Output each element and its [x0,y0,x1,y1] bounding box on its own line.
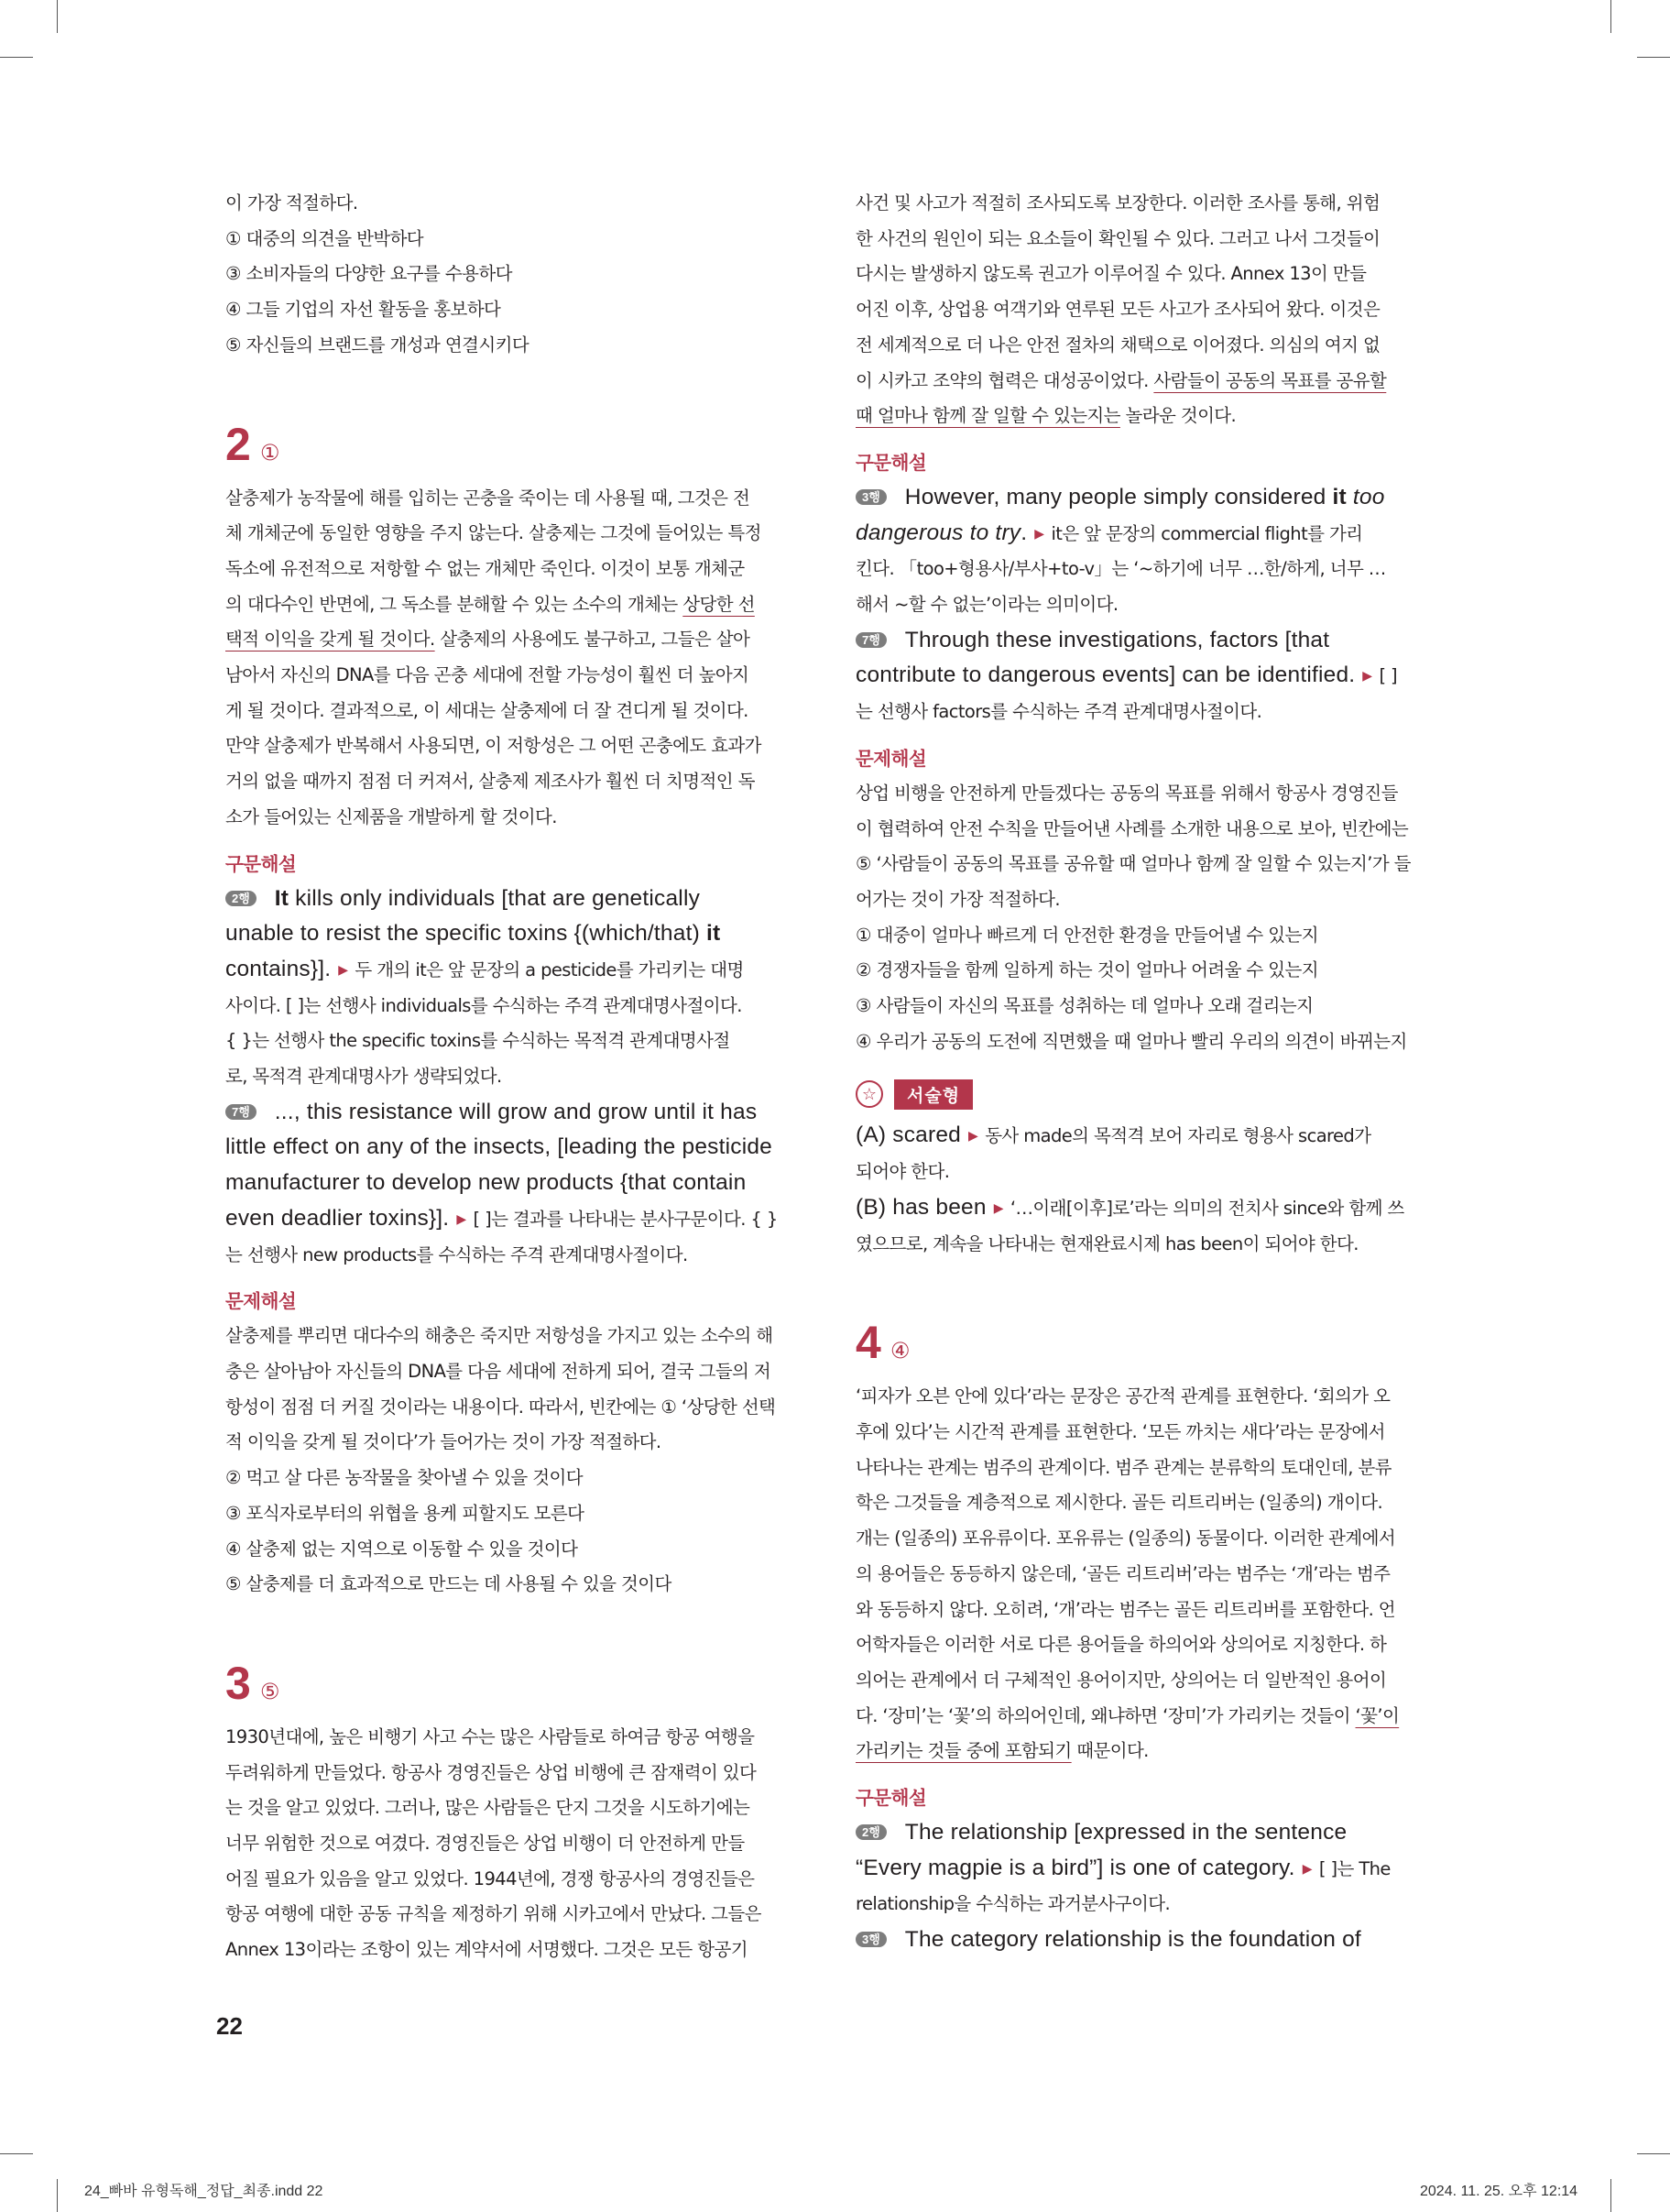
arrow-icon: ▶ [1034,526,1044,542]
text-line: 한 사건의 원인이 되는 요소들이 확인될 수 있다. 그러고 나서 그것들이 [856,227,1381,249]
crop-mark [57,0,58,33]
underlined-answer: 사람들이 공동의 목표를 공유할 [1153,369,1387,391]
syntax-note [225,1095,797,1274]
text-line [856,399,1427,434]
text-span: It [274,885,289,911]
text-line: 나타나는 관계는 범주의 관계이다. 범주 관계는 분류학의 토대인데, 분류 [856,1456,1392,1478]
text-line: 와 동등하지 않다. 오히려, ‘개’라는 범주는 골든 리트리버를 포함한다. 언 [856,1598,1396,1620]
question-2-translation [225,481,797,836]
text-span: [ ]는 The [1318,1857,1391,1879]
text-span: 이 시카고 조약의 협력은 대성공이었다. [856,369,1154,391]
text-line [856,1851,1427,1888]
crop-mark [0,2153,33,2154]
text-line: 는 선행사 factors를 수식하는 주격 관계대명사절이다. [856,701,1262,723]
text-line [856,1699,1427,1735]
text-span: kills only individuals [that are genetically [289,885,701,911]
text-span: 동사 made의 목적격 보어 자리로 형용사 scared가 [985,1125,1371,1147]
text-line: 킨다. 「too+형용사/부사+to-v」는 ‘~하기에 너무 …한/하게, 너무 … [856,558,1386,580]
text-line: 두려워하게 만들었다. 항공사 경영진들은 상업 비행에 큰 잠재력이 있다 [225,1761,757,1783]
text-span: ‘…이래[이후]로’라는 의미의 전치사 since와 함께 쓰 [1010,1197,1404,1219]
text-span: it [705,921,721,947]
text-line: 만약 살충제가 반복해서 사용되면, 이 저항성은 그 어떤 곤충에도 효과가 [225,735,761,757]
text-line: 는 선행사 new products를 수식하는 주격 관계대명사절이다. [225,1243,688,1265]
underlined-answer: 택적 이익을 갖게 될 것이다. [225,629,435,651]
text-line: 어가는 것이 가장 적절하다. [856,888,1061,910]
text-span: 다. ‘장미’는 ‘꽃’의 하의어인데, 왜냐하면 ‘장미’가 가리키는 것들이 [856,1704,1356,1726]
crop-mark [1637,57,1670,58]
answer-mark: ④ [890,1338,911,1364]
arrow-icon: ▶ [456,1211,466,1227]
answer-head: (B) has been [856,1194,987,1220]
choice-item: ② 먹고 살 다른 농작물을 찾아낼 수 있을 것이다 [225,1467,583,1489]
question-2-header [225,417,797,481]
text-line: 남아서 자신의 DNA를 다음 곤충 세대에 전할 가능성이 훨씬 더 높아지 [225,664,749,686]
question-number: 2 [225,418,251,470]
star-icon: ☆ [856,1080,883,1108]
left-column [225,186,797,1968]
syntax-note [225,882,797,1095]
right-column [856,186,1427,1958]
line-tag: 2행 [856,1824,887,1840]
text-line: 다시는 발생하지 않도록 권고가 이루어질 수 있다. Annex 13이 만들 [856,263,1367,285]
choice-item: ③ 소비자들의 다양한 요구를 수용하다 [225,263,512,285]
text-line [225,952,797,989]
text-line: 로, 목적격 관계대명사가 생략되었다. [225,1066,502,1088]
choice-item: ③ 포식자로부터의 위협을 용케 피할지도 모른다 [225,1502,584,1524]
line-tag: 7행 [225,1104,257,1120]
text-line: 항공 여행에 대한 공동 규칙을 제정하기 위해 시카고에서 만났다. 그들은 [225,1903,761,1925]
text-line [856,364,1427,400]
underlined-answer: 때 얼마나 함께 잘 일할 수 있는지는 [856,405,1120,427]
text-line: 의 용어들은 동등하지 않은데, ‘골든 리트리버’라는 범주는 ‘개’라는 범주 [856,1562,1391,1584]
text-line: 소가 들어있는 신제품을 개발하게 할 것이다. [225,805,557,827]
arrow-icon: ▶ [968,1129,978,1144]
text-span: “Every magpie is a bird”] is one of category. [856,1855,1295,1880]
arrow-icon: ▶ [993,1200,1003,1216]
text-line [225,1095,797,1131]
text-span: The relationship [expressed in the sentence [904,1820,1348,1845]
text-line: Annex 13이라는 조항이 있는 계약서에 서명했다. 그것은 모든 항공기 [225,1939,748,1961]
text-line: 사이다. [ ]는 선행사 individuals를 수식하는 주격 관계대명사절이다. [225,994,742,1016]
text-line: ⑤ ‘사람들이 공동의 목표를 공유할 때 얼마나 함께 잘 일할 수 있는지’가 들 [856,853,1411,875]
text-span: 놀라운 것이다. [1119,405,1237,427]
text-line: little effect on any of the insects, [leading the pesticide [225,1134,772,1160]
text-line [225,587,797,623]
choice-item: ④ 그들 기업의 자선 활동을 홍보하다 [225,299,501,321]
text-span: ..., this resistance will grow and grow until it has [274,1099,758,1124]
choice-item: ② 경쟁자들을 함께 일하게 하는 것이 얼마나 어려울 수 있는지 [856,959,1318,981]
text-span: 살충제의 사용에도 불구하고, 그들은 살아 [434,629,750,651]
choice-item: ④ 우리가 공동의 도전에 직면했을 때 얼마나 빨리 우리의 의견이 바뀌는지 [856,1030,1407,1052]
text-span: contribute to dangerous events] can be identified. [856,663,1356,688]
seosul-label: 서술형 [894,1079,973,1110]
choice-item: ⑤ 살충제를 더 효과적으로 만드는 데 사용될 수 있을 것이다 [225,1573,671,1595]
text-span: Through these investigations, factors [that [904,627,1330,652]
seosul-answers [856,1118,1427,1262]
text-span: 때문이다. [1071,1740,1149,1762]
page-number: 22 [216,2012,243,2040]
text-line: 개는 (일종의) 포유류이다. 포유류는 (일종의) 동물이다. 이러한 관계에서 [856,1528,1396,1549]
text-span: too [1346,484,1385,509]
text-line [856,480,1427,516]
line-tag: 2행 [225,891,257,906]
question-4-translation [856,1379,1427,1769]
text-span: [ ]는 결과를 나타내는 분사구문이다. { } [473,1208,778,1230]
text-line: 후에 있다’는 시간적 관계를 표현한다. ‘모든 까치는 새다’라는 문장에서 [856,1420,1385,1442]
underlined-answer: 상당한 선 [682,593,755,615]
footer-timestamp: 2024. 11. 25. 오후 12:14 [1420,2184,1578,2199]
gumun-label: 구문해설 [856,451,927,474]
problem-explanation [225,1319,797,1603]
text-line: 이 협력하여 안전 수칙을 만들어낸 사례를 소개한 내용으로 보아, 빈칸에는 [856,817,1409,839]
text-span: contains}]. [225,956,332,981]
text-span: even deadlier toxins}]. [225,1205,450,1231]
gumun-label: 구문해설 [856,1787,927,1810]
crop-mark [1610,0,1611,33]
text-line [856,623,1427,659]
text-line: { }는 선행사 the specific toxins를 수식하는 목적격 관계대명사절 [225,1030,730,1052]
text-line: 항성이 점점 더 커질 것이라는 내용이다. 따라서, 빈칸에는 ① ‘상당한 선택 [225,1396,776,1418]
syntax-note [856,623,1427,730]
text-line: 거의 없을 때까지 점점 더 커져서, 살충제 제조사가 훨씬 더 치명적인 독 [225,771,755,793]
text-line: 체 개체군에 동일한 영향을 주지 않는다. 살충제는 그것에 들어있는 특정 [225,522,761,544]
text-line [856,1118,1427,1155]
arrow-icon: ▶ [1302,1861,1312,1877]
text-line: 사건 및 사고가 적절히 조사되도록 보장한다. 이러한 조사를 통해, 위험 [856,192,1381,214]
text-line: 적 이익을 갖게 될 것이다’가 들어가는 것이 가장 적절하다. [225,1431,661,1453]
gumun-label: 구문해설 [225,852,297,875]
text-line [225,882,797,917]
text-span: 두 개의 it은 앞 문장의 a pesticide를 가리키는 대명 [355,958,744,980]
text-span: dangerous to try [856,520,1021,545]
crop-mark [1637,2153,1670,2154]
answer-mark: ① [259,439,280,465]
munje-label: 문제해설 [225,1290,297,1313]
text-line [225,916,797,952]
text-line: 게 될 것이다. 결과적으로, 이 세대는 살충제에 더 잘 견디게 될 것이다. [225,699,748,721]
text-line: 해서 ~할 수 없는’이라는 의미이다. [856,594,1119,616]
text-line [856,1734,1427,1769]
text-line: 상업 비행을 안전하게 만들겠다는 공동의 목표를 위해서 항공사 경영진들 [856,782,1398,804]
text-line: ‘피자가 오븐 안에 있다’라는 문장은 공간적 관계를 표현한다. ‘회의가 오 [856,1385,1391,1407]
choice-item: ③ 사람들이 자신의 목표를 성취하는 데 얼마나 오래 걸리는지 [856,995,1314,1017]
question-3-translation [225,1720,797,1968]
text-line: 어진 이후, 상업용 여객기와 연루된 모든 사고가 조사되어 왔다. 이것은 [856,299,1381,321]
choice-item: ① 대중의 의견을 반박하다 [225,227,424,249]
syntax-note [856,1922,1427,1958]
footer-filename: 24_빠바 유형독해_정답_최종.indd 22 [84,2184,323,2199]
text-line: 전 세계적으로 더 나은 안전 절차의 채택으로 이어졌다. 의심의 여지 없 [856,334,1381,356]
text-span: [ ] [1379,665,1398,687]
text-line [856,1922,1427,1958]
question-3-header [225,1656,797,1720]
text-line: 충은 살아남아 자신들의 DNA를 다음 세대에 전하게 되어, 결국 그들의 저 [225,1360,771,1382]
line-tag: 7행 [856,632,887,648]
seosul-header [856,1070,1427,1118]
text-line: manufacturer to develop new products {that contain [225,1170,747,1196]
text-line: 되어야 한다. [856,1161,950,1183]
question-4-header [856,1315,1427,1379]
answer-head: (A) scared [856,1122,962,1148]
text-span: . [1021,520,1028,545]
text-span: it [1332,484,1347,509]
munje-label: 문제해설 [856,747,927,770]
choice-item: ① 대중이 얼마나 빠르게 더 안전한 환경을 만들어낼 수 있는지 [856,924,1318,946]
text-span: However, many people simply considered [904,484,1333,509]
arrow-icon: ▶ [338,962,348,978]
line-tag: 3행 [856,1932,887,1947]
text-line: 였으므로, 계속을 나타내는 현재완료시제 has been이 되어야 한다. [856,1232,1359,1254]
text-line: 의어는 관계에서 더 구체적인 용어이지만, 상의어는 더 일반적인 용어이 [856,1669,1387,1691]
text-line: 학은 그것들을 계층적으로 제시한다. 골든 리트리버는 (일종의) 개이다. [856,1492,1383,1514]
answer-mark: ⑤ [259,1678,280,1704]
choice-item: ⑤ 자신들의 브랜드를 개성과 연결시키다 [225,334,529,356]
question-number: 3 [225,1657,251,1709]
text-line [856,516,1427,553]
text-line [225,622,797,658]
text-line: 어학자들은 이러한 서로 다른 용어들을 하의어와 상의어로 지칭한다. 하 [856,1634,1387,1656]
choice-item: ④ 살충제 없는 지역으로 이동할 수 있을 것이다 [225,1538,578,1560]
text-span: unable to resist the specific toxins {(which/that) [225,921,706,947]
text-line [225,1201,797,1238]
text-line [856,1190,1427,1227]
text-span: 의 대다수인 반면에, 그 독소를 분해할 수 있는 소수의 개체는 [225,593,683,615]
text-line: 살충제를 뿌리면 대다수의 해충은 죽지만 저항성을 가지고 있는 소수의 해 [225,1325,773,1347]
underlined-answer: ‘꽃’이 [1355,1704,1400,1726]
underlined-answer: 가리키는 것들 중에 포함되기 [856,1740,1072,1762]
question-number: 4 [856,1317,881,1369]
text-line: 이 가장 적절하다. [225,192,358,214]
crop-mark [0,57,33,58]
syntax-note [856,1815,1427,1922]
text-line: 살충제가 농작물에 해를 입히는 곤충을 죽이는 데 사용될 때, 그것은 전 [225,487,750,509]
question-3-translation-cont [856,186,1427,434]
arrow-icon: ▶ [1362,669,1372,684]
text-line: 독소에 유전적으로 저항할 수 없는 개체만 죽인다. 이것이 보통 개체군 [225,557,745,579]
text-span: The category relationship is the foundation of [904,1927,1361,1953]
text-line: relationship을 수식하는 과거분사구이다. [856,1893,1171,1915]
problem-explanation [856,776,1427,1060]
text-span: it은 앞 문장의 commercial flight를 가리 [1051,522,1363,544]
text-line: 1930년대에, 높은 비행기 사고 수는 많은 사람들로 하여금 항공 여행을 [225,1725,755,1747]
text-line: 어질 필요가 있음을 알고 있었다. 1944년에, 경쟁 항공사의 경영진들은 [225,1867,755,1889]
text-line: 너무 위험한 것으로 여겼다. 경영진들은 상업 비행이 더 안전하게 만들 [225,1833,745,1855]
text-line: 는 것을 알고 있었다. 그러나, 많은 사람들은 단지 그것을 시도하기에는 [225,1797,750,1819]
text-line [856,1815,1427,1851]
text-line [856,658,1427,695]
syntax-note [856,480,1427,623]
crop-mark [1610,2179,1611,2212]
line-tag: 3행 [856,489,887,505]
crop-mark [57,2179,58,2212]
